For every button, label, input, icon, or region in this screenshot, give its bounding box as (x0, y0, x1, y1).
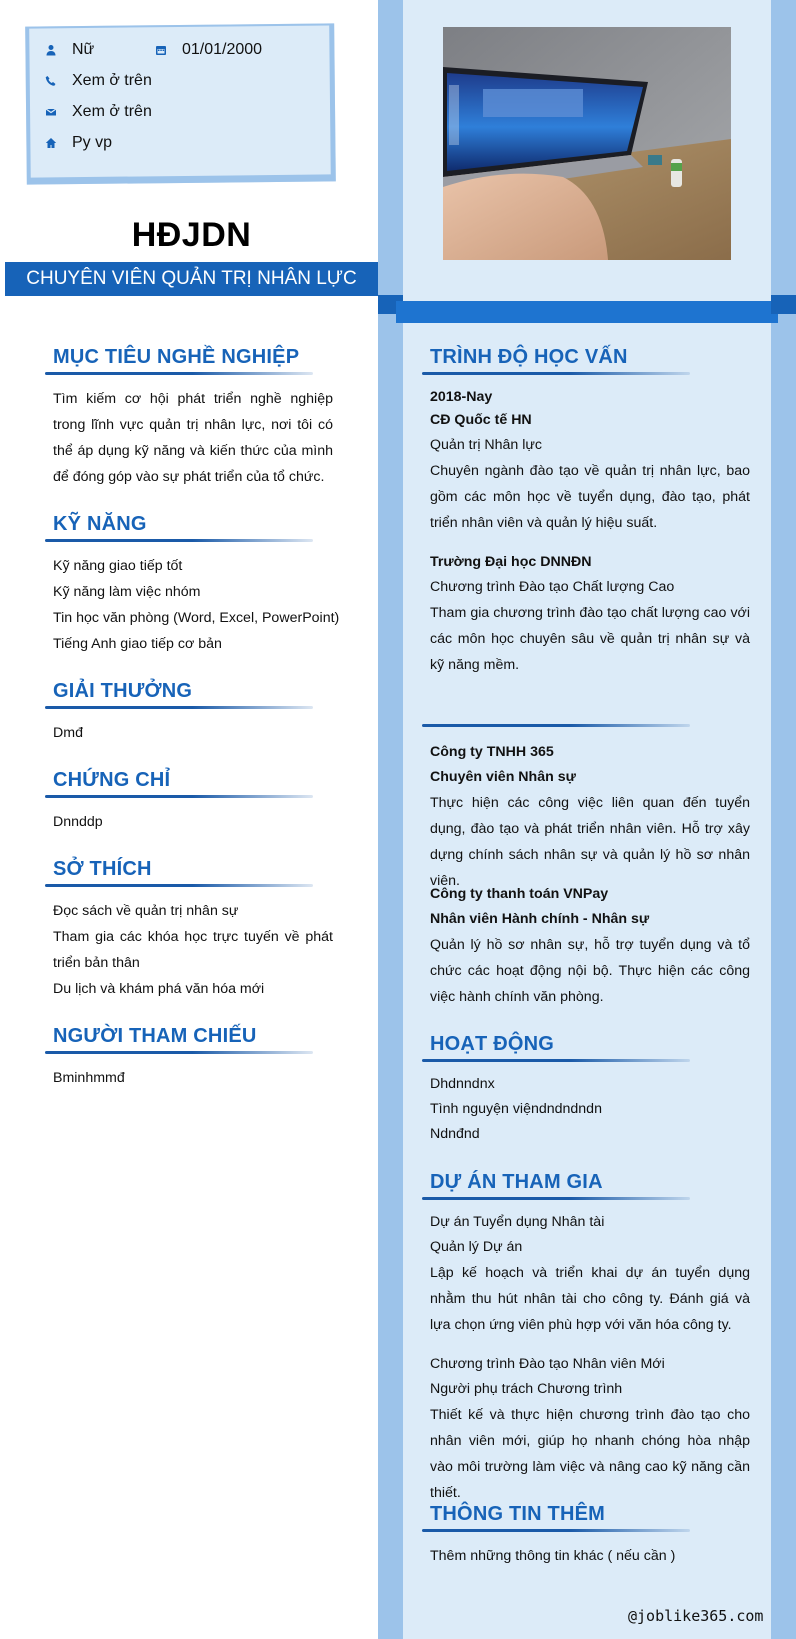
experience-company: Công ty TNHH 365 (430, 744, 554, 760)
home-icon (44, 136, 58, 150)
hobbies-underline (45, 884, 313, 887)
awards-underline (45, 706, 313, 709)
education-school: Trường Đại học DNNĐN (430, 554, 592, 570)
education-major: Chương trình Đào tạo Chất lượng Cao (430, 579, 675, 595)
objective-heading: MỤC TIÊU NGHỀ NGHIỆP (53, 346, 300, 368)
education-desc: Chuyên ngành đào tạo về quản trị nhân lực, bao gồm các môn học về tuyển dụng, đào tạo, phát triển nhân viên và quản lý hiệu suất. (430, 463, 750, 531)
awards-heading: GIẢI THƯỞNG (53, 680, 193, 702)
project-desc: Thiết kế và thực hiện chương trình đào tạo cho nhân viên mới, giúp họ nhanh chóng hòa nhập vào môi trường làm việc và nâng cao kỹ năng cần thiết. (430, 1407, 750, 1501)
objective-underline (45, 372, 313, 375)
hobby-item: Du lịch và khám phá văn hóa mới (53, 981, 265, 997)
email-icon (44, 105, 58, 119)
additional-heading: THÔNG TIN THÊM (430, 1503, 606, 1525)
phone-value: Xem ở trên (72, 72, 152, 89)
references-heading: NGƯỜI THAM CHIẾU (53, 1025, 257, 1047)
gender-row (44, 41, 94, 59)
calendar-icon (154, 43, 168, 57)
project-role: Quản lý Dự án (430, 1239, 523, 1255)
email-value: Xem ở trên (72, 103, 152, 120)
birthday-value: 01/01/2000 (182, 41, 263, 58)
hobbies-heading: SỞ THÍCH (53, 858, 152, 880)
education-major: Quản trị Nhân lực (430, 437, 543, 453)
activity-item: Dhdnndnx (430, 1076, 495, 1092)
references-text: Bminhmmđ (53, 1070, 125, 1086)
certificates-text: Dnnddp (53, 814, 103, 830)
birthday-row (154, 41, 262, 59)
photo-illustration (443, 27, 731, 260)
objective-text: Tìm kiếm cơ hội phát triển nghề nghiệp trong lĩnh vực quản trị nhân lực, nơi tôi có thể áp dụng kỹ năng và kiến thức của mình để đóng góp vào sự phát triển của tổ chức. (53, 391, 333, 485)
band-edge (771, 295, 796, 314)
additional-text: Thêm những thông tin khác ( nếu cần ) (430, 1548, 676, 1564)
hobby-item: Tham gia các khóa học trực tuyến về phát triển bản thân (53, 929, 333, 971)
education-period: 2018-Nay (430, 389, 493, 405)
right-band (396, 301, 778, 323)
job-title: CHUYÊN VIÊN QUẢN TRỊ NHÂN LỰC (26, 268, 357, 289)
projects-heading: DỰ ÁN THAM GIA (430, 1171, 603, 1193)
projects-underline (422, 1197, 690, 1200)
activities-heading: HOẠT ĐỘNG (430, 1033, 555, 1055)
gender-value: Nữ (72, 41, 95, 58)
experience-company: Công ty thanh toán VNPay (430, 886, 609, 902)
certificates-underline (45, 795, 313, 798)
additional-underline (422, 1529, 690, 1532)
skill-item: Tin học văn phòng (Word, Excel, PowerPoint) (53, 610, 340, 626)
skills-heading: KỸ NĂNG (53, 513, 147, 535)
experience-desc: Quản lý hồ sơ nhân sự, hỗ trợ tuyển dụng và tổ chức các hoạt động nội bộ. Thực hiện các công việc hành chính văn phòng. (430, 937, 750, 1005)
experience-desc: Thực hiện các công việc liên quan đến tuyển dụng, đào tạo và phát triển nhân viên. Hỗ trợ xây dựng chính sách nhân sự và quản lý hồ sơ nhân viên. (430, 795, 750, 889)
skills-underline (45, 539, 313, 542)
site-watermark: @joblike365.com (628, 1607, 764, 1625)
address-row (44, 134, 112, 152)
activity-item: Ndnđnd (430, 1126, 480, 1142)
hobby-item: Đọc sách về quản trị nhân sự (53, 903, 239, 919)
project-name: Chương trình Đào tạo Nhân viên Mới (430, 1356, 665, 1372)
education-heading: TRÌNH ĐỘ HỌC VẤN (430, 346, 628, 368)
phone-icon (44, 74, 58, 88)
address-value: Py vp (72, 134, 113, 151)
education-underline (422, 372, 690, 375)
skill-item: Tiếng Anh giao tiếp cơ bản (53, 636, 222, 652)
references-underline (45, 1051, 313, 1054)
phone-row (44, 72, 152, 90)
project-name: Dự án Tuyển dụng Nhân tài (430, 1214, 605, 1230)
education-desc: Tham gia chương trình đào tạo chất lượng cao với các môn học chuyên sâu về quản trị nhân sự và kỹ năng mềm. (430, 605, 750, 673)
candidate-name: HĐJDN (131, 216, 252, 254)
experience-underline (422, 724, 690, 727)
email-row (44, 103, 152, 121)
activity-item: Tình nguyện việndndndndn (430, 1101, 602, 1117)
project-role: Người phụ trách Chương trình (430, 1381, 623, 1397)
experience-position: Chuyên viên Nhân sự (430, 769, 576, 785)
user-icon (44, 43, 58, 57)
skill-item: Kỹ năng giao tiếp tốt (53, 558, 183, 574)
profile-photo (443, 27, 731, 260)
project-desc: Lập kế hoạch và triển khai dự án tuyển dụng nhằm thu hút nhân tài cho công ty. Đánh giá và lựa chọn ứng viên phù hợp với văn hóa công ty. (430, 1265, 750, 1333)
certificates-heading: CHỨNG CHỈ (53, 769, 171, 791)
skill-item: Kỹ năng làm việc nhóm (53, 584, 201, 600)
activities-underline (422, 1059, 690, 1062)
experience-position: Nhân viên Hành chính - Nhân sự (430, 911, 650, 927)
awards-text: Dmđ (53, 725, 83, 741)
education-school: CĐ Quốc tế HN (430, 412, 532, 428)
